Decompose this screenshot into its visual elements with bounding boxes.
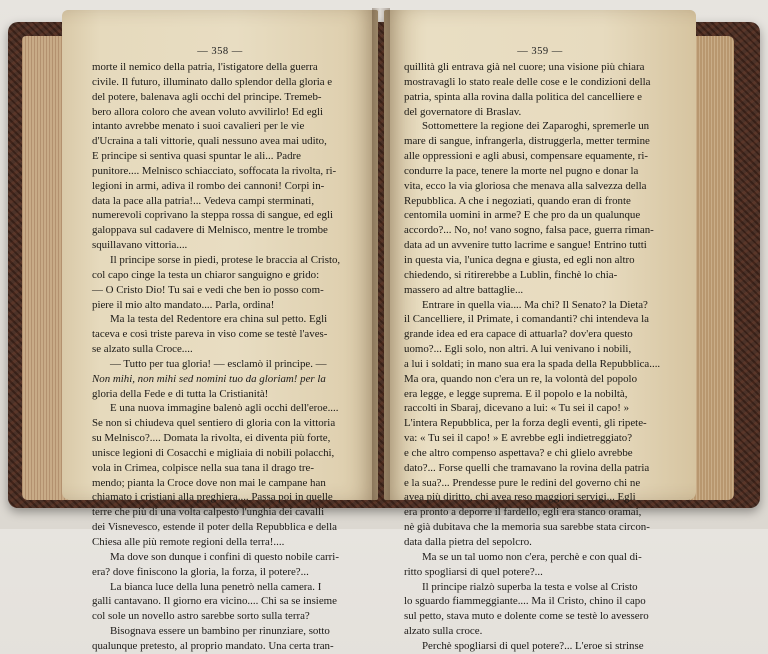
text-line: su Melnisco?.... Domata la rivolta, ei diventa più forte,: [92, 432, 331, 445]
text-line: del potere, balenava agli occhi del principe. Tremeb-: [92, 90, 322, 103]
text-line: centomila uomini in arme? E che pro da un qualunque: [404, 209, 641, 222]
text-line: se alzato sulla Croce....: [92, 343, 193, 356]
left-page: [62, 10, 378, 652]
text-line: L'intera Repubblica, per la forza degli eventi, gli ripete-: [404, 417, 647, 430]
text-line: era? dove finiscono la gloria, la forza, il potere?...: [92, 565, 309, 578]
text-line: data dalla pietra del sepolcro.: [404, 536, 532, 548]
text-line: d'Ucraina a tali vittorie, quali nessuno avea mai udito,: [92, 135, 327, 148]
text-line: — Tutto per tua gloria! — esclamò il principe. —: [110, 357, 327, 370]
text-line: vita, ecco la via gloriosa che menava alla salvezza della: [404, 179, 647, 192]
text-line: Il principe rialzò superba la testa e volse al Cristo: [422, 580, 638, 593]
text-line: unisce legioni di Cosacchi e migliaia di nobili polacchi,: [92, 446, 335, 459]
text-line: numerevoli coprivano la steppa rossa di sangue, ed egli: [92, 209, 334, 222]
text-line: qualunque pretesto, al proprio mandato. Una certa tran-: [92, 639, 334, 652]
text-line: del governatore di Braslav.: [404, 105, 522, 118]
text-line: Entrare in quella via.... Ma chi? Il Senato? la Dieta?: [422, 298, 648, 311]
text-line: dato?... Forse quelli che tramavano la rovina della patria: [404, 461, 650, 474]
text-line: chiedendo, si ritirerebbe a Lublin, finchè lo chia-: [404, 268, 618, 281]
text-line: alle oppressioni e agli abusi, compensare equamente, ri-: [404, 150, 649, 163]
text-line: Bisognava essere un bambino per rinunziare, sotto: [110, 625, 330, 638]
text-line: civile. Il futuro, illuminato dallo splendor della gloria e: [92, 75, 333, 88]
text-line: mendo; pianta la Croce dove non mai le campane han: [92, 476, 326, 489]
text-line: ritto spogliarsi di quel potere?...: [404, 565, 543, 578]
text-line: piere il mio alto mandato.... Parla, ordina!: [92, 298, 275, 311]
text-line: Ma dove son dunque i confini di questo nobile carri-: [110, 550, 339, 563]
text-line: e la sua?... Prendesse pure le redini del governo chi ne: [404, 476, 641, 489]
text-line: data ad un avvenire tutto lacrime e sangue! Entrino tutti: [404, 239, 647, 252]
text-line: quillità gli entrava già nel cuore; una visione più chiara: [404, 61, 645, 73]
right-page-text: [404, 60, 660, 654]
text-line: Repubblica. A che i negoziati, quando eran di fronte: [404, 194, 631, 207]
text-line: va: « Tu sei il capo! » E avrebbe egli indietreggiato?: [404, 432, 633, 445]
text-line: in questa via, l'unica degna e giusta, ed egli non altro: [404, 253, 635, 266]
text-line: Non mihi, non mihi sed nomini tuo da gloriam! per la: [92, 372, 326, 385]
text-line: mostravagli lo stato reale delle cose e le condizioni della: [404, 75, 651, 88]
text-line: Il principe sorse in piedi, protese le braccia al Cristo,: [110, 253, 341, 266]
left-page-number: — 358 —: [197, 46, 243, 57]
text-line: lo sguardo fiammeggiante.... Ma il Cristo, chino il capo: [404, 595, 646, 608]
text-line: gloria della Fede e di tutta la Cristianità!: [92, 387, 269, 400]
text-line: e che altro compenso aspettava? e chi glielo avrebbe: [404, 446, 633, 459]
text-line: nè già dubitava che la memoria sua sarebbe stata circon-: [404, 521, 650, 534]
text-line: era pronto a deporre il fardello, egli era stanco oramai,: [404, 506, 642, 519]
text-line: terre che più di una volta calpestò l'unghia dei cavalli: [92, 506, 325, 519]
right-page-number: — 359 —: [517, 46, 563, 57]
text-line: era legge, e legge suprema. E il popolo e la nobiltà,: [404, 387, 628, 400]
right-page: [384, 10, 696, 652]
text-line: raccolti in Sbaraj, dicevano a lui: « Tu sei il capo! »: [404, 402, 630, 415]
left-page-text: [92, 60, 340, 654]
text-line: grande idea ed era capace di attuarla? dov'era questo: [404, 328, 633, 341]
text-line: col capo cinge la testa un chiaror sanguigno e grido:: [92, 268, 320, 281]
text-line: col sole un novello astro sarebbe sorto sulla terra?: [92, 610, 310, 623]
text-line: dei Visnevesco, estende il poter della Repubblica e della: [92, 521, 338, 534]
text-line: condurre la pace, tenere la morte nel pugno e donar la: [404, 164, 639, 177]
text-line: il Cancelliere, il Primate, i comandanti? chi intendeva la: [404, 313, 649, 326]
text-line: avea più diritto, chi avea reso maggiori servigi... Egli: [404, 491, 636, 504]
text-line: patria, spinta alla rovina dalla politica del cancelliere e: [404, 90, 642, 103]
right-page-edges: [690, 36, 734, 500]
text-line: galoppava sul cadavere di Melnisco, mentre le trombe: [92, 224, 328, 237]
text-line: Sottomettere la regione dei Zaparoghi, spremerle un: [422, 120, 650, 133]
text-line: accordo?... No, no! vano sogno, falsa pace, guerra riman-: [404, 224, 654, 237]
text-line: punitore.... Melnisco schiacciato, soffocata la rivolta, ri-: [92, 164, 337, 177]
text-line: E principe si sentiva quasi spuntar le ali... Padre: [92, 150, 301, 163]
text-line: galli cantavano. Il giorno era vicino.... Chi sa se insieme: [92, 595, 337, 608]
text-line: vola in Crimea, colpisce nella sua tana il drago tre-: [92, 461, 314, 474]
text-line: legioni in armi, adiva il rombo dei cannoni! Corpi in-: [92, 179, 325, 192]
text-line: data la pace alla patria!... Vedeva campi sterminati,: [92, 194, 315, 207]
text-line: E una nuova immagine balenò agli occhi dell'eroe....: [110, 402, 339, 415]
text-line: sul petto, stava muto e dolente come se testè lo avessero: [404, 610, 649, 623]
text-line: uomo?... Egli solo, non altri. A lui venivano i nobili,: [404, 343, 632, 356]
text-line: La bianca luce della luna penetrò nella camera. I: [110, 580, 322, 593]
text-line: Ma ora, quando non c'era un re, la volontà del popolo: [404, 372, 638, 385]
text-line: Perchè spogliarsi di quel potere?... L'eroe si strinse: [422, 639, 644, 652]
text-line: chiamato i cristiani alla preghiera.... Passa poi in quelle: [92, 491, 333, 504]
text-line: Chiesa alle più remote regioni della terra!....: [92, 536, 285, 548]
text-line: alzato sulla croce.: [404, 625, 483, 638]
text-line: Se non si chiudeva quel sentiero di gloria con la vittoria: [92, 417, 336, 430]
text-line: bero allora coloro che avean voluto avvilirlo! Ed egli: [92, 105, 324, 118]
text-line: mare di sangue, infrangerla, distruggerla, metter termine: [404, 135, 650, 148]
text-line: taceva e così triste pareva in viso come se testè l'aves-: [92, 328, 328, 341]
text-line: massero ad altre battaglie...: [404, 283, 524, 296]
text-line: — O Cristo Dio! Tu sai e vedi che ben io posso com-: [92, 283, 324, 296]
text-line: Ma se un tal uomo non c'era, perchè e con qual di-: [422, 550, 642, 563]
text-line: squillavano vittoria....: [92, 239, 188, 252]
text-line: Ma la testa del Redentore era china sul petto. Egli: [110, 313, 328, 326]
text-line: morte il nemico della patria, l'istigatore della guerra: [92, 61, 318, 73]
text-line: a lui i soldati; in mano sua era la spada della Repubblica....: [404, 357, 661, 370]
text-line: intanto avrebbe menato i suoi cavalieri per le vie: [92, 120, 305, 133]
book-gutter: [372, 8, 390, 502]
